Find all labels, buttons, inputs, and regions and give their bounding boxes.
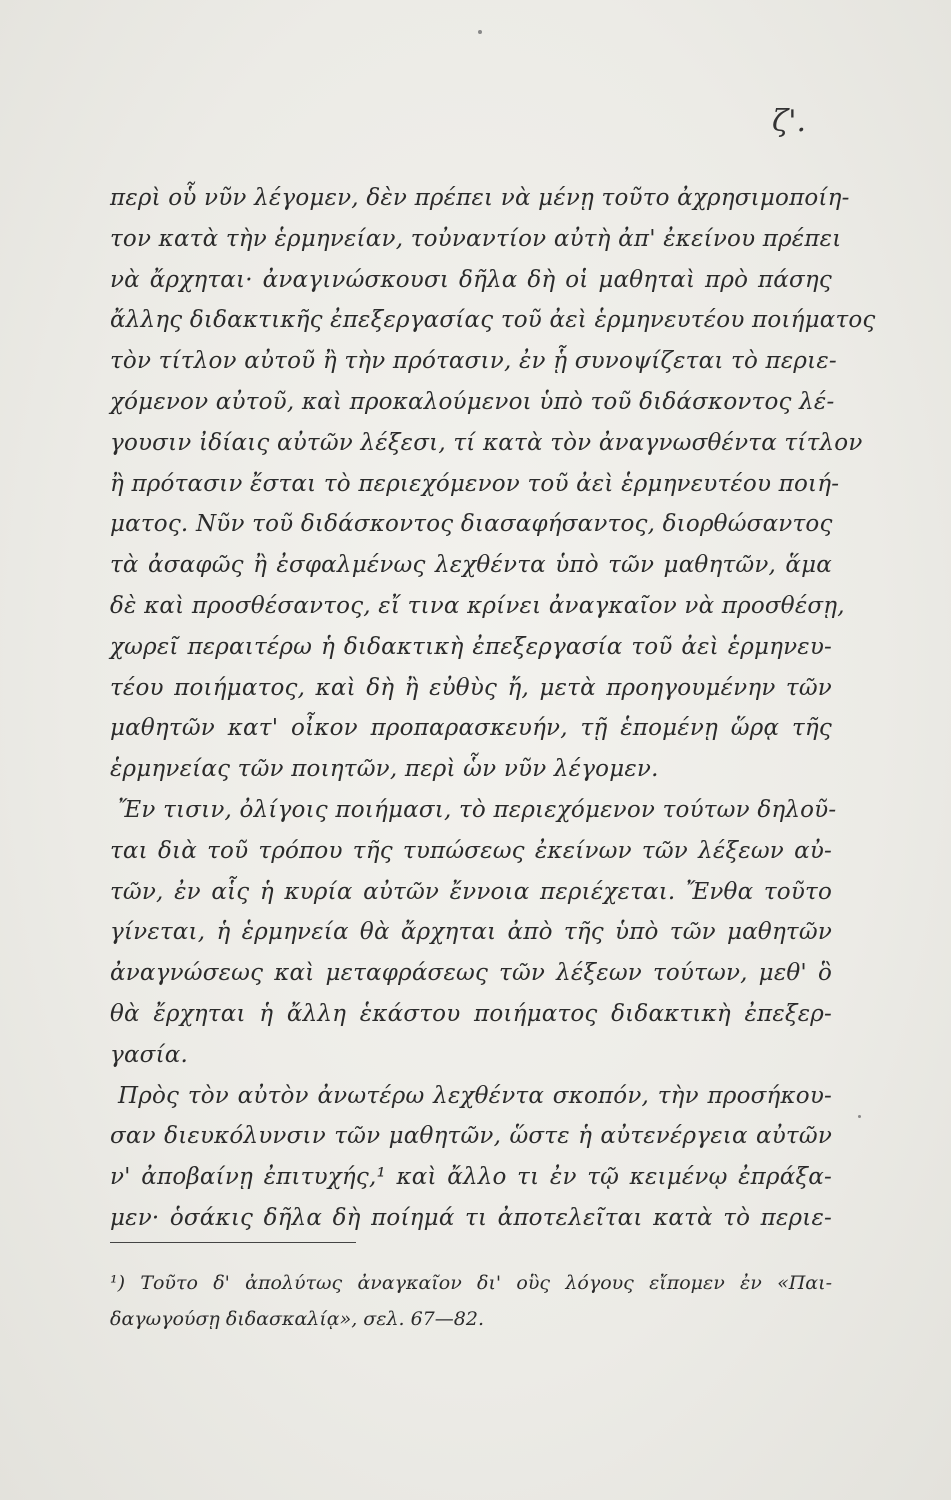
- text-line: ματος. Νῦν τοῦ διδάσκοντος διασαφήσαντος, διορθώσαντος: [110, 511, 833, 538]
- footnote: [110, 1265, 832, 1337]
- text-line: σαν διευκόλυνσιν τῶν μαθητῶν, ὥστε ἡ αὐτενέργεια αὐτῶν: [110, 1123, 832, 1150]
- text-line: τῶν, ἐν αἷς ἡ κυρία αὐτῶν ἔννοια περιέχεται. Ἔνθα τοῦτο: [110, 878, 832, 905]
- footnote-line: δαγωγούσῃ διδασκαλίᾳ», σελ. 67—82.: [110, 1308, 484, 1330]
- text-line: περὶ οὗ νῦν λέγομεν, δὲν πρέπει νὰ μένῃ τοῦτο ἀχρησιμοποίη-: [110, 185, 850, 211]
- text-line: νὰ ἄρχηται· ἀναγινώσκουσι δῆλα δὴ οἱ μαθηταὶ πρὸ πάσης: [110, 266, 832, 293]
- text-line: δὲ καὶ προσθέσαντος, εἴ τινα κρίνει ἀναγκαῖον νὰ προσθέσῃ,: [110, 592, 845, 619]
- text-line: Ἔν τισιν, ὀλίγοις ποιήμασι, τὸ περιεχόμενον τούτων δηλοῦ-: [118, 796, 837, 823]
- text-line: ἄλλης διδακτικῆς ἐπεξεργασίας τοῦ ἀεὶ ἑρμηνευτέου ποιήματος: [110, 307, 876, 334]
- text-line: ται διὰ τοῦ τρόπου τῆς τυπώσεως ἐκείνων τῶν λέξεων αὐ-: [110, 837, 832, 864]
- text-line: μεν· ὁσάκις δῆλα δὴ ποίημά τι ἀποτελεῖται κατὰ τὸ περιε-: [110, 1204, 832, 1231]
- body-text: [110, 178, 876, 1239]
- page-number: ζ'.: [772, 104, 807, 139]
- text-line: ν' ἀποβαίνῃ ἐπιτυχής,¹ καὶ ἄλλο τι ἐν τῷ κειμένῳ ἐπράξα-: [110, 1164, 832, 1191]
- text-line: τέου ποιήματος, καὶ δὴ ἢ εὐθὺς ἤ, μετὰ προηγουμένην τῶν: [110, 674, 832, 701]
- text-line: θὰ ἔρχηται ἡ ἄλλη ἑκάστου ποιήματος διδακτικὴ ἐπεξερ-: [110, 1000, 832, 1027]
- footnote-divider: [110, 1242, 356, 1243]
- text-line: τὸν τίτλον αὐτοῦ ἢ τὴν πρότασιν, ἐν ᾗ συνοψίζεται τὸ περιε-: [110, 348, 837, 375]
- paper-speck: [858, 1115, 861, 1118]
- text-line: ἑρμηνείας τῶν ποιητῶν, περὶ ὧν νῦν λέγομεν.: [110, 756, 659, 783]
- text-line: χωρεῖ περαιτέρω ἡ διδακτικὴ ἐπεξεργασία τοῦ ἀεὶ ἑρμηνευ-: [110, 633, 832, 660]
- text-line: Πρὸς τὸν αὐτὸν ἀνωτέρω λεχθέντα σκοπόν, τὴν προσήκου-: [118, 1082, 832, 1109]
- paper-speck: [478, 30, 482, 34]
- text-line: γίνεται, ἡ ἑρμηνεία θὰ ἄρχηται ἀπὸ τῆς ὑπὸ τῶν μαθητῶν: [110, 919, 832, 946]
- text-line: ἀναγνώσεως καὶ μεταφράσεως τῶν λέξεων τούτων, μεθ' ὃ: [110, 960, 832, 987]
- text-line: τον κατὰ τὴν ἑρμηνείαν, τοὐναντίον αὐτὴ ἀπ' ἐκείνου πρέπει: [110, 225, 842, 252]
- text-line: ἢ πρότασιν ἔσται τὸ περιεχόμενον τοῦ ἀεὶ ἑρμηνευτέου ποιή-: [110, 470, 840, 497]
- footnote-line: ¹) Τοῦτο δ' ἀπολύτως ἀναγκαῖον δι' οὓς λόγους εἴπομεν ἐν «Παι-: [110, 1272, 832, 1294]
- text-line: γουσιν ἰδίαις αὐτῶν λέξεσι, τί κατὰ τὸν ἀναγνωσθέντα τίτλον: [110, 429, 863, 456]
- text-line: γασία.: [110, 1041, 189, 1068]
- text-line: τὰ ἀσαφῶς ἢ ἐσφαλμένως λεχθέντα ὑπὸ τῶν μαθητῶν, ἅμα: [110, 552, 832, 579]
- text-line: χόμενον αὐτοῦ, καὶ προκαλούμενοι ὑπὸ τοῦ διδάσκοντος λέ-: [110, 388, 835, 415]
- text-line: μαθητῶν κατ' οἶκον προπαρασκευήν, τῇ ἑπομένῃ ὥρᾳ τῆς: [110, 715, 832, 742]
